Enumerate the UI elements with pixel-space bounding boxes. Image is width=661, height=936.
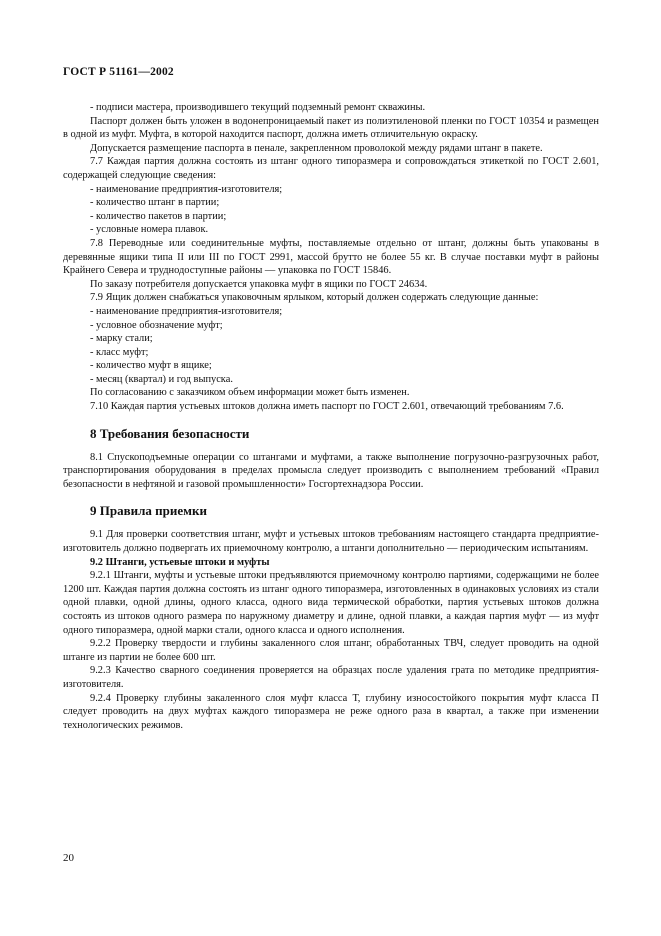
paragraph: 9.2.4 Проверку глубины закаленного слоя муфт класса Т, глубину износостойкого покрытия муфт класса П следует проводить на двух муфтах каждого типоразмера не реже одного раза в квартал, а также при изменении технологических режимов.: [63, 692, 599, 731]
paragraph: 7.10 Каждая партия устьевых штоков должна иметь паспорт по ГОСТ 2.601, отвечающий требованиям 7.6.: [90, 401, 564, 413]
list-item: - условные номера плавок.: [90, 224, 209, 236]
list-item: - количество пакетов в партии;: [90, 210, 227, 222]
paragraph: 9.2.2 Проверку твердости и глубины закаленного слоя штанг, обработанных ТВЧ, следует проводить на одной штанге из партии не более 600 шт.: [63, 638, 599, 663]
section-heading-8: 8 Требования безопасности: [90, 425, 250, 441]
paragraph: Паспорт должен быть уложен в водонепроницаемый пакет из полиэтиленовой пленки по ГОСТ 10354 и размещен в одной из муфт. Муфта, в которой находится паспорт, должна иметь отличительную окраску.: [63, 115, 599, 141]
paragraph: 7.9 Ящик должен снабжаться упаковочным ярлыком, который должен содержать следующие данные:: [90, 292, 539, 304]
paragraph: По согласованию с заказчиком объем информации может быть изменен.: [90, 387, 410, 399]
subsection-heading: 9.2 Штанги, устьевые штоки и муфты: [90, 556, 270, 568]
list-item: - наименование предприятия-изготовителя;: [90, 183, 283, 195]
paragraph: - подписи мастера, производившего текущий подземный ремонт скважины.: [90, 102, 426, 113]
list-item: - условное обозначение муфт;: [90, 319, 223, 331]
paragraph: 7.8 Переводные или соединительные муфты, поставляемые отдельно от штанг, должны быть упакованы в деревянные ящики типа II или III по ГОСТ 2991, массой брутто не более 55 кг. В случае поставки муфт в районы Крайнего Севера и труднодоступные районы — упаковка по ГОСТ 15846.: [63, 237, 599, 277]
paragraph: Допускается размещение паспорта в пенале, закрепленном проволокой между рядами штанг в пакете.: [90, 142, 543, 154]
page-number: 20: [63, 852, 74, 864]
paragraph: 9.1 Для проверки соответствия штанг, муфт и устьевых штоков требованиям настоящего стандарта предприятие-изготовитель должно подвергать их приемочному контролю, а штанги дополнительно — периодическим испытаниям.: [63, 529, 599, 555]
paragraph: 9.2.1 Штанги, муфты и устьевые штоки предъявляются приемочному контролю партиями, содержащими не более 1200 шт. Каждая партия должна состоять из штанг одного типоразмера, изготовленных в одинаковых условиях из стали одной плавки, одной длины, одного класса, одного вида термической обработки, партия устьевых штоков должна состоять из штоков одного размера по наружному диаметру и длине, одной плавки, а каждая партия муфт — из муфт одного типоразмера, одной марки стали, одного класса и одного исполнения.: [63, 570, 599, 636]
list-item: - наименование предприятия-изготовителя;: [90, 305, 283, 317]
list-item: - количество штанг в партии;: [90, 197, 220, 209]
page-content: [63, 101, 599, 732]
list-item: - месяц (квартал) и год выпуска.: [90, 373, 233, 385]
paragraph: 7.7 Каждая партия должна состоять из штанг одного типоразмера и сопровождаться этикеткой по ГОСТ 2.601, содержащей следующие сведения:: [63, 156, 599, 181]
paragraph: 9.2.3 Качество сварного соединения проверяется на образцах после удаления грата по методике предприятия-изготовителя.: [63, 665, 599, 690]
list-item: - количество муфт в ящике;: [90, 360, 212, 372]
document-header: ГОСТ Р 51161—2002: [63, 66, 174, 78]
list-item: - марку стали;: [90, 333, 153, 345]
paragraph: 8.1 Спускоподъемные операции со штангами и муфтами, а также выполнение погрузочно-разгрузочных работ, транспортирования оборудования в пределах промысла следует производить с выполнением требований «Правил безопасности в нефтяной и газовой промышленности» Госгортехнадзора России.: [63, 451, 599, 490]
section-heading-9: 9 Правила приемки: [90, 503, 207, 519]
paragraph: По заказу потребителя допускается упаковка муфт в ящики по ГОСТ 24634.: [90, 278, 428, 290]
list-item: - класс муфт;: [90, 346, 149, 358]
